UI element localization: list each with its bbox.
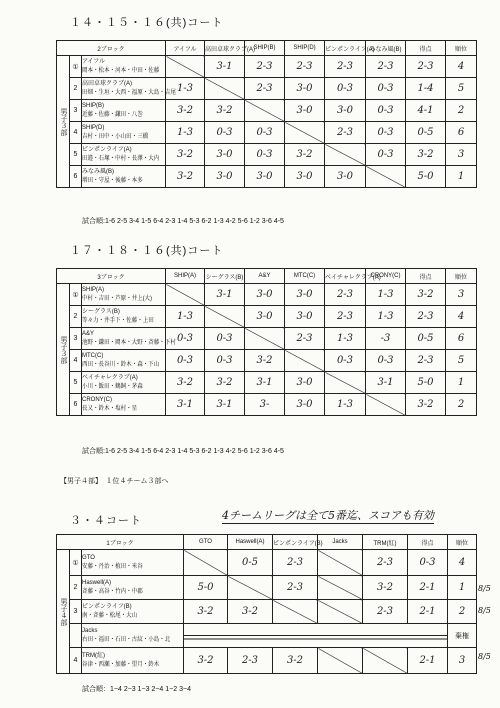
self-match-cell	[325, 144, 366, 166]
score-cell: 3-1	[245, 372, 285, 394]
points-cell: 2-1	[408, 600, 448, 624]
team-cell	[82, 372, 166, 394]
rank-cell: 6	[446, 122, 477, 144]
row-number: ①	[70, 284, 82, 306]
score-cell: 3-1	[205, 394, 245, 416]
court-title-2: １７・１８・１６(共)コート	[70, 245, 224, 257]
rank-cell: 3	[446, 284, 477, 306]
match-order: 試合順：1−4 2−3 1−3 2−4 1−2 3−4	[82, 686, 191, 693]
col-header: CRONY(C)	[366, 269, 406, 284]
row-number	[70, 624, 82, 648]
score-cell: 2-3	[363, 550, 408, 576]
rank-cell: 5	[446, 350, 477, 372]
team-cell	[82, 122, 166, 144]
points-cell: 4-1	[406, 100, 446, 122]
team-cell	[82, 284, 166, 306]
col-header: 高田卓球クラブ(A)	[205, 41, 245, 56]
withdrawn-label: 棄権	[448, 624, 477, 648]
score-cell: 2-3	[325, 122, 366, 144]
team-name: ピンポンライフ(B)	[82, 603, 132, 610]
team-members: 池野・鎌田・岡本・大野・斉藤・下村	[82, 339, 176, 346]
block-header: 3ブロック	[57, 269, 166, 284]
rank-header: 順位	[448, 535, 477, 550]
match-order: 試合順:1-6 2-5 3-4 1-5 6-4 2-3 1-4 5-3 6-2 1-3 4-2 5-6 1-2 3-6 4-5	[82, 448, 284, 455]
score-cell: 2-3	[285, 328, 325, 350]
team-name: 高田卓球クラブ(A)	[82, 80, 132, 87]
score-cell: 3-0	[285, 78, 325, 100]
points-cell: 0-3	[408, 550, 448, 576]
team-cell	[82, 550, 184, 576]
withdrawn-strike	[184, 624, 448, 648]
points-header: 得点	[406, 269, 446, 284]
score-cell: 0-3	[366, 122, 406, 144]
team-name: Jacks	[82, 627, 98, 634]
score-cell: 3-1	[166, 394, 205, 416]
row-number: 2	[70, 78, 82, 100]
row-number: 3	[70, 328, 82, 350]
score-cell: 2-3	[273, 576, 318, 600]
rank-cell: 6	[446, 328, 477, 350]
team-name: A&Y	[82, 330, 95, 337]
withdrawn-cell	[318, 600, 363, 624]
rank-cell: 4	[446, 56, 477, 78]
rank-cell: 1	[446, 166, 477, 188]
row-number: 4	[70, 648, 82, 674]
rank-cell: 3	[448, 648, 477, 674]
score-cell: 3-2	[363, 576, 408, 600]
rank-cell: 1	[446, 372, 477, 394]
rank-cell: 2	[446, 394, 477, 416]
promotion-note: 【男子４部】 １位４チーム３部へ	[60, 478, 169, 485]
row-number: 2	[70, 576, 82, 600]
score-cell: 2-3	[325, 56, 366, 78]
self-match-cell	[166, 284, 205, 306]
row-number: ①	[70, 56, 82, 78]
points-cell: 2-1	[408, 648, 448, 674]
row-number: 5	[70, 372, 82, 394]
rank-cell: 5	[446, 78, 477, 100]
score-cell: 3-0	[285, 100, 325, 122]
score-cell: 2-3	[366, 56, 406, 78]
row-number: 3	[70, 100, 82, 122]
points-header: 得点	[406, 41, 446, 56]
score-cell: 1-3	[325, 394, 366, 416]
row-number: 5	[70, 144, 82, 166]
team-name: アイフル	[82, 58, 106, 65]
team-cell	[82, 144, 166, 166]
team-cell	[82, 78, 176, 100]
score-cell: 3-1	[366, 372, 406, 394]
self-match-cell	[228, 576, 273, 600]
score-cell: 0-3	[205, 122, 245, 144]
rank-header: 順位	[446, 41, 477, 56]
score-cell: 5-0	[184, 576, 228, 600]
score-cell: 3-0	[245, 166, 285, 188]
team-members: 吉村・田中・小山田・三橋	[82, 133, 149, 140]
score-cell: 3-2	[166, 372, 205, 394]
team-name: ピンポンライフ(A)	[82, 146, 132, 153]
team-cell	[82, 600, 184, 624]
self-match-cell	[285, 350, 325, 372]
self-match-cell	[363, 648, 408, 674]
team-name: SHIP(B)	[82, 102, 105, 109]
court-title-1: １４・１５・１６(共)コート	[70, 17, 224, 29]
withdrawn-cell	[318, 576, 363, 600]
points-cell: 5-0	[406, 166, 446, 188]
col-header: SHIP(B)	[245, 41, 285, 56]
self-match-cell	[205, 78, 245, 100]
team-members: 斉藤・高谷・竹内・中郡	[82, 588, 143, 595]
score-cell: 3-0	[285, 284, 325, 306]
team-members: 田畑・生垣・大西・福原・大島・吉尾	[82, 89, 176, 96]
points-cell: 5-0	[406, 372, 446, 394]
score-cell: 3-0	[325, 166, 366, 188]
team-members: 近藤・佐藤・鎌田・八巻	[82, 111, 143, 118]
team-members: 長又・鈴木・塩村・星	[82, 405, 138, 412]
self-match-cell	[245, 328, 285, 350]
col-header: Haswell(A)	[228, 535, 273, 550]
score-cell: 2-3	[325, 284, 366, 306]
team-cell	[82, 350, 166, 372]
team-cell	[82, 100, 166, 122]
col-header: SHIP(A)	[166, 269, 205, 284]
block-header: 1ブロック	[57, 535, 184, 550]
team-name: GTO	[82, 554, 95, 561]
score-cell: 0-3	[245, 144, 285, 166]
score-cell: 0-3	[366, 100, 406, 122]
team-name: Haswell(A)	[82, 579, 112, 586]
league-table-2	[56, 268, 477, 416]
score-cell: 0-3	[205, 350, 245, 372]
team-members: 右田・福田・石田・古紋・小島・北	[82, 636, 171, 643]
score-cell: 2-3	[363, 600, 408, 624]
points-cell: 1-4	[406, 78, 446, 100]
row-number: 6	[70, 394, 82, 416]
team-name: MTC(C)	[82, 352, 104, 359]
score-cell: 0-3	[366, 144, 406, 166]
rank-cell: 4	[446, 306, 477, 328]
team-members: 谷津・西瀬・加藤・望月・鈴木	[82, 661, 160, 668]
score-cell: 0-3	[205, 328, 245, 350]
score-cell: 2-3	[245, 78, 285, 100]
score-cell: 3-2	[273, 648, 318, 674]
withdrawn-cell	[318, 648, 363, 674]
margin-note: 8/5	[478, 584, 491, 593]
score-cell: 3-0	[285, 394, 325, 416]
team-name: シーグラス(B)	[82, 308, 120, 315]
block-header: 2ブロック	[57, 41, 166, 56]
division-label: 男子３部	[57, 56, 70, 188]
score-cell: 3-2	[166, 100, 205, 122]
self-match-cell	[273, 600, 318, 624]
score-cell: 3-2	[166, 166, 205, 188]
col-header: シーグラス(B)	[205, 269, 245, 284]
score-cell: 3-1	[205, 284, 245, 306]
score-cell: 3-	[245, 394, 285, 416]
score-cell: 3-0	[285, 306, 325, 328]
team-members: 中村・吉田・芦原・井上(大)	[82, 295, 152, 302]
self-match-cell	[285, 122, 325, 144]
row-number: 2	[70, 306, 82, 328]
league-table-1	[56, 40, 477, 188]
self-match-cell	[166, 56, 205, 78]
team-name: TRM(紅)	[82, 652, 105, 659]
self-match-cell	[366, 394, 406, 416]
points-cell: 2-3	[406, 306, 446, 328]
row-number: 6	[70, 166, 82, 188]
court-title-3: ３・４コート	[70, 515, 142, 527]
rank-cell: 2	[448, 600, 477, 624]
score-cell: 0-3	[366, 78, 406, 100]
match-order: 試合順:1-6 2-5 3-4 1-5 6-4 2-3 1-4 5-3 6-2 1-3 4-2 5-6 1-2 3-6 4-5	[82, 218, 284, 225]
team-cell	[82, 576, 184, 600]
col-header: SHIP(D)	[285, 41, 325, 56]
team-name: ベイチャレクラブ(A)	[82, 374, 138, 381]
row-number: ①	[70, 550, 82, 576]
col-header: ピンポンライフ(A)	[325, 41, 366, 56]
score-cell: 0-5	[228, 550, 273, 576]
rank-cell: 4	[448, 550, 477, 576]
score-cell: 0-3	[325, 78, 366, 100]
score-cell: 3-0	[285, 372, 325, 394]
rank-cell: 2	[446, 100, 477, 122]
score-cell: 0-3	[366, 350, 406, 372]
score-cell: 0-3	[166, 328, 205, 350]
rank-header: 順位	[446, 269, 477, 284]
points-cell: 0-5	[406, 328, 446, 350]
rank-cell: 1	[448, 576, 477, 600]
points-cell: 2-1	[408, 576, 448, 600]
self-match-cell	[205, 306, 245, 328]
self-match-cell	[184, 550, 228, 576]
self-match-cell	[245, 100, 285, 122]
points-cell: 3-2	[406, 284, 446, 306]
score-cell: 3-0	[205, 144, 245, 166]
col-header: GTO	[184, 535, 228, 550]
team-cell	[82, 166, 166, 188]
team-members: 南・斉藤・松尾・大山	[82, 612, 138, 619]
self-match-cell	[325, 372, 366, 394]
score-cell: 1-3	[366, 306, 406, 328]
points-cell: 2-3	[406, 56, 446, 78]
team-members: 西田・長谷川・鈴木・森・下山	[82, 361, 160, 368]
score-cell: 3-2	[205, 100, 245, 122]
margin-note: 8/5	[478, 606, 491, 615]
team-cell	[82, 328, 176, 350]
score-cell: 3-2	[184, 600, 228, 624]
team-cell	[82, 306, 166, 328]
score-cell: 3-0	[205, 166, 245, 188]
division-label: 男子４部	[57, 550, 70, 674]
points-cell: 3-2	[406, 394, 446, 416]
score-cell: 3-0	[325, 100, 366, 122]
score-cell: 3-0	[245, 284, 285, 306]
points-header: 得点	[408, 535, 448, 550]
score-cell: 3-2	[184, 648, 228, 674]
score-cell: 1-3	[366, 284, 406, 306]
team-members: 増田・守屋・後藤・本多	[82, 177, 143, 184]
team-members: 田邉・石塚・中村・長澤・大内	[82, 155, 160, 162]
score-cell: 2-3	[325, 306, 366, 328]
col-header: ピンポンライフ(B)	[273, 535, 318, 550]
team-cell	[82, 56, 166, 78]
division-label: 男子３部	[57, 284, 70, 416]
score-cell: 2-3	[228, 648, 273, 674]
score-cell: 3-2	[228, 600, 273, 624]
team-name: CRONY(C)	[82, 396, 112, 403]
score-cell: 1-3	[166, 122, 205, 144]
col-header: TRM(紅)	[363, 535, 408, 550]
score-cell: 3-2	[205, 372, 245, 394]
handwritten-note: 4チームリーグは全て5番迄、スコアも有効	[222, 509, 434, 522]
points-cell: 2-3	[406, 350, 446, 372]
col-header: アイフル	[166, 41, 205, 56]
col-header: MTC(C)	[285, 269, 325, 284]
team-name: SHIP(D)	[82, 124, 105, 131]
score-cell: 3-1	[205, 56, 245, 78]
self-match-cell	[366, 166, 406, 188]
team-name: みなみ風(B)	[82, 168, 114, 175]
withdrawn-cell	[318, 550, 363, 576]
team-members: 岡本・松本・河本・中田・佐藤	[82, 67, 160, 74]
row-number: 3	[70, 600, 82, 624]
score-cell: 1-3	[166, 306, 205, 328]
score-cell: 3-2	[245, 350, 285, 372]
col-header: ベイチャレクラブ(A)	[325, 269, 366, 284]
score-cell: 3-2	[285, 144, 325, 166]
score-cell: 1-3	[166, 78, 205, 100]
score-cell: 0-3	[325, 350, 366, 372]
points-cell: 3-2	[406, 144, 446, 166]
col-header: みなみ風(B)	[366, 41, 406, 56]
team-cell	[82, 624, 184, 648]
team-members: 等々力・井手下・佐藤・上田	[82, 317, 154, 324]
score-cell: 2-3	[245, 56, 285, 78]
col-header: A&Y	[245, 269, 285, 284]
row-number: 4	[70, 350, 82, 372]
points-cell: 0-5	[406, 122, 446, 144]
row-number: 4	[70, 122, 82, 144]
score-cell: 3-2	[166, 144, 205, 166]
team-members: 安藤・丹治・植田・米谷	[82, 563, 143, 570]
team-cell	[82, 648, 184, 674]
score-cell: 3-0	[285, 166, 325, 188]
rank-cell: 3	[446, 144, 477, 166]
team-cell	[82, 394, 166, 416]
score-cell: 0-3	[245, 122, 285, 144]
score-cell: 1-3	[325, 328, 366, 350]
score-cell: 0-3	[166, 350, 205, 372]
score-cell: 2-3	[285, 56, 325, 78]
score-cell: -3	[366, 328, 406, 350]
margin-note: 8/5	[478, 652, 491, 661]
league-table-3	[56, 534, 477, 674]
score-cell: 3-0	[245, 306, 285, 328]
team-members: 小川・飯田・鶴飼・茅森	[82, 383, 143, 390]
team-name: SHIP(A)	[82, 286, 105, 293]
score-cell: 2-3	[273, 550, 318, 576]
col-header: Jacks	[318, 535, 363, 550]
